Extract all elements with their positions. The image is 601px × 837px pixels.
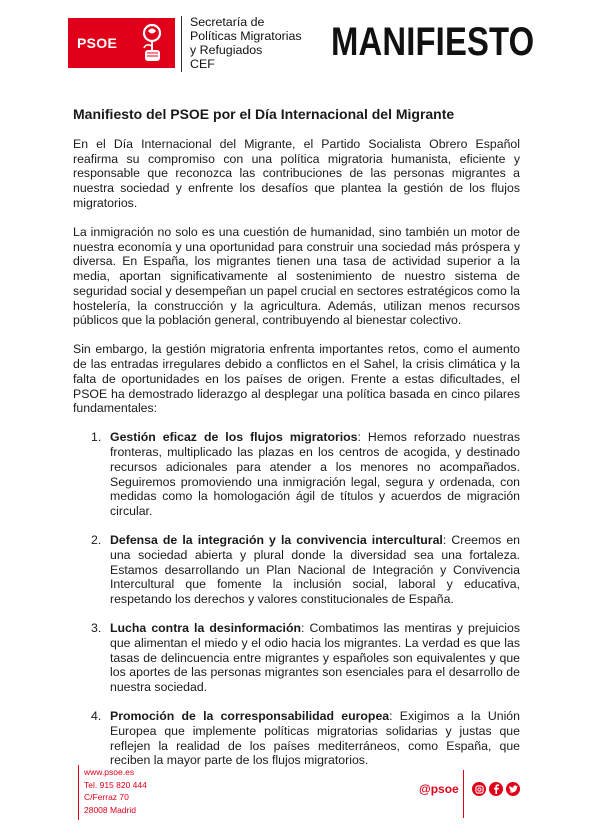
dept-line: Secretaría de xyxy=(190,15,265,29)
dept-line: y Refugiados xyxy=(190,43,263,57)
twitter-icon[interactable] xyxy=(506,782,520,796)
pillar-item xyxy=(73,709,520,768)
dept-line: CEF xyxy=(190,57,215,71)
pillars-list xyxy=(73,430,520,768)
instagram-icon[interactable] xyxy=(472,782,486,796)
footer-address xyxy=(84,766,147,816)
pillar-number: 3. xyxy=(91,621,102,636)
pillar-item xyxy=(73,621,520,695)
header-divider xyxy=(181,16,182,72)
street-address: C/Ferraz 70 xyxy=(84,792,129,802)
psoe-logo xyxy=(68,18,175,68)
dept-line: Políticas Migratorias xyxy=(190,29,302,43)
postal-city: 28008 Madrid xyxy=(84,804,136,815)
pillar-text: : Hemos reforzado nuestras fronteras, multiplicado las plazas en los centros de acogida, y destinado recursos adicionales para atender a los menores no acompañados. Seguiremos promoviendo una inmigración legal, segura y ordenada, con medidas como la homologación ágil de títulos y acuerdos de migración circular. xyxy=(110,430,520,518)
paragraph: En el Día Internacional del Migrante, el Partido Socialista Obrero Español reafirma su compromiso con una política migratoria humanista, eficiente y responsable que reconozca las contribuciones de las personas migrantes a nuestra sociedad y enfrente los desafíos que plantea la gestión de los flujos migratorios. xyxy=(73,137,520,210)
pillar-number: 4. xyxy=(91,709,102,724)
document-body xyxy=(73,106,520,783)
paragraph: La inmigración no solo es una cuestión de humanidad, sino también un motor de nuestra economía y una oportunidad para construir una sociedad más próspera y diversa. En España, los migrantes tienen una tasa de actividad superior a la media, aportan significativamente al sostenimiento de nuestro sistema de seguridad social y desempeñan un papel crucial en sectores estratégicos como la hostelería, la construcción y la agricultura. Además, utilizan menos recursos públicos que la población general, contribuyendo al bienestar colectivo. xyxy=(73,225,520,328)
social-icons xyxy=(472,782,520,796)
pillar-heading: Lucha contra la desinformación xyxy=(110,621,301,636)
pillar-heading: Defensa de la integración y la convivencia intercultural xyxy=(110,533,443,548)
phone-number: Tel. 915 820 444 xyxy=(84,779,147,790)
logo-text: PSOE xyxy=(77,35,118,51)
pillar-item xyxy=(73,430,520,518)
page-heading: MANIFIESTO xyxy=(331,20,535,64)
paragraph: Sin embargo, la gestión migratoria enfrenta importantes retos, como el aumento de las entradas irregulares debido a conflictos en el Sahel, la crisis climática y la falta de oportunidades en los países de origen. Frente a estas dificultades, el PSOE ha demostrado liderazgo al desplegar una política basada en cinco pilares fundamentales: xyxy=(73,342,520,416)
pillar-item xyxy=(73,533,520,607)
pillar-text: : Creemos en una sociedad abierta y plural donde la diversidad sea una fortaleza. Estamos desarrollando un Plan Nacional de Integración y Convivencia Intercultural que fomente la inclusión social, laboral y educativa, respetando los derechos y valores constitucionales de España. xyxy=(110,533,521,606)
pillar-heading: Promoción de la corresponsabilidad europea xyxy=(110,709,390,724)
footer-divider-right xyxy=(463,770,464,818)
pillar-number: 2. xyxy=(91,533,102,548)
department-name xyxy=(190,15,302,71)
website-link[interactable]: www.psoe.es xyxy=(84,767,135,777)
pillar-number: 1. xyxy=(91,430,102,445)
footer-divider xyxy=(78,765,79,820)
pillar-heading: Gestión eficaz de los flujos migratorios xyxy=(110,430,358,445)
pillar-text: : Combatimos las mentiras y prejuicios que alimentan el miedo y el odio hacia los migrantes. La verdad es que las tasas de delincuencia entre migrantes y españoles son equivalentes y que los aportes de las personas migrantes son esenciales para el desarrollo de nuestra sociedad. xyxy=(110,621,521,694)
social-handle[interactable]: @psoe xyxy=(419,782,459,796)
pillar-text: : Exigimos a la Unión Europea que implemente políticas migratorias solidarias y justas que reflejen la realidad de los países mediterráneos, como España, que reciben la mayor parte de los flujos migratorios. xyxy=(110,709,520,768)
facebook-icon[interactable] xyxy=(489,782,503,796)
rose-fist-icon xyxy=(138,22,168,64)
document-title: Manifiesto del PSOE por el Día Internacional del Migrante xyxy=(73,106,455,122)
